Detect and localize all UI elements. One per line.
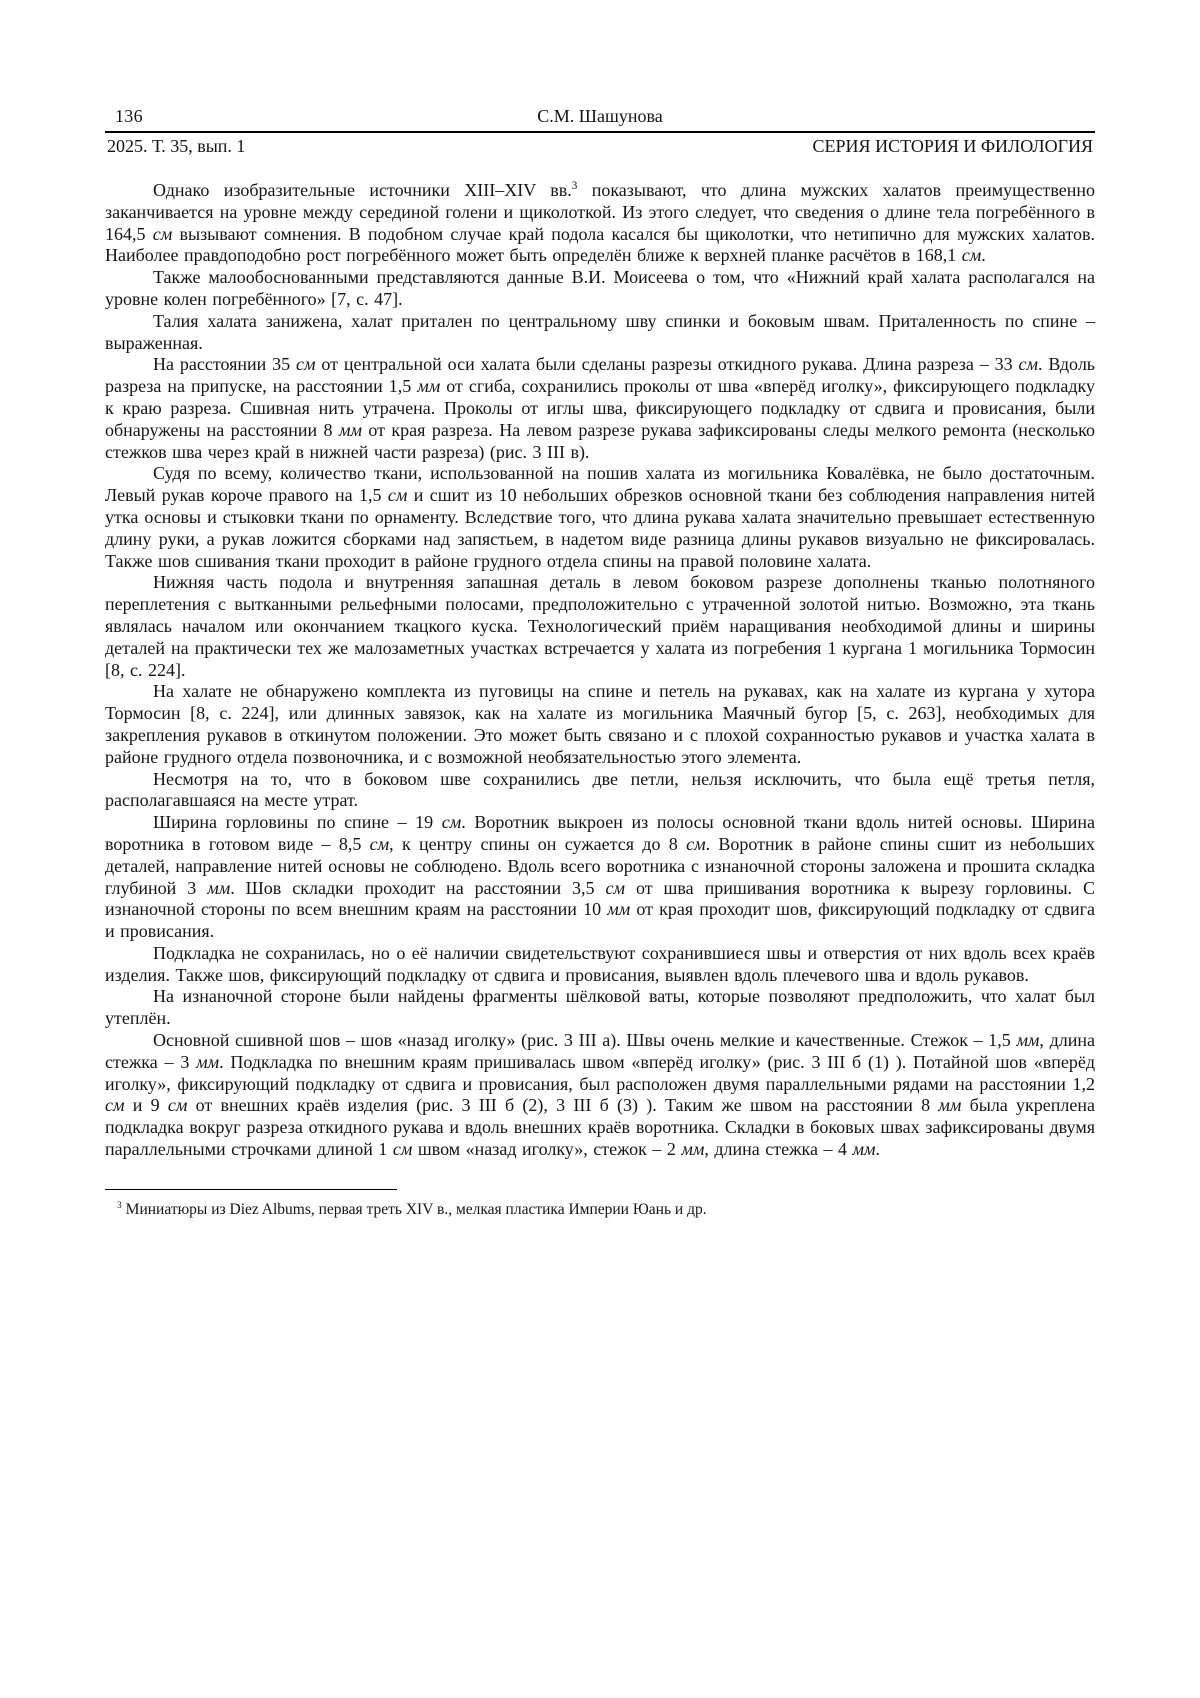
body-paragraph: Нижняя часть подола и внутренняя запашная деталь в левом боковом разрезе дополнены тканью полотняного переплетения с вытканными рельефными полосами, предположительно с утраченной золотой нитью. Возможно, эта ткань являлась началом или окончанием ткацкого куска. Технологический приём наращивания необходимой длины и ширины деталей на практически тех же малозаметных участках встречается у халата из погребения 1 кургана 1 могильника Тормосин [8, с. 224]. <box>105 572 1095 680</box>
issue-info: 2025. Т. 35, вып. 1 <box>107 136 246 156</box>
author-name: С.М. Шашунова <box>537 106 663 126</box>
header-row-author <box>105 106 1095 127</box>
body-paragraph: Ширина горловины по спине – 19 см. Воротник выкроен из полосы основной ткани вдоль нитей основы. Ширина воротника в готовом виде – 8,5 см, к центру спины он сужается до 8 см. Воротник в районе спины сшит из небольших деталей, направление нитей основы не соблюдено. Вдоль всего воротника с изнаночной стороны заложена и прошита складка глубиной 3 мм. Шов складки проходит на расстоянии 3,5 см от шва пришивания воротника к вырезу горловины. С изнаночной стороны по всем внешним краям на расстоянии 10 мм от края проходит шов, фиксирующий подкладку от сдвига и провисания. <box>105 812 1096 942</box>
page-header <box>105 106 1095 157</box>
article-body <box>105 180 1095 1161</box>
body-paragraph: Судя по всему, количество ткани, использованной на пошив халата из могильника Ковалёвка, не было достаточным. Левый рукав короче правого на 1,5 см и сшит из 10 небольших обрезков основной ткани без соблюдения направления нитей утка основы и стыковки ткани по орнаменту. Вследствие того, что длина рукава халата значительно превышает естественную длину руки, а рукав ложится сборками над запястьем, в надетом виде разница длины рукавов визуально не фиксировалась. Также шов сшивания ткани проходит в районе грудного отдела спины на правой половине халата. <box>105 463 1095 571</box>
page-footer <box>105 1189 1095 1219</box>
body-paragraph: Талия халата занижена, халат притален по центральному шву спинки и боковым швам. Приталенность по спине – выраженная. <box>105 310 1095 353</box>
header-row-issue <box>105 136 1095 157</box>
header-rule <box>105 131 1095 133</box>
body-paragraph: На расстоянии 35 см от центральной оси халата были сделаны разрезы откидного рукава. Длина разреза – 33 см. Вдоль разреза на припуске, на расстоянии 1,5 мм от сгиба, сохранились проколы от шва «вперёд иголку», фиксирующего подкладку к краю разреза. Сшивная нить утрачена. Проколы от иглы шва, фиксирующего подкладку от сдвига и провисания, были обнаружены на расстоянии 8 мм от края разреза. На левом разрезе рукава зафиксированы следы мелкого ремонта (несколько стежков шва через край в нижней части разреза) (рис. 3 III в). <box>105 354 1096 462</box>
page-number: 136 <box>115 106 143 126</box>
body-paragraph: Однако изобразительные источники XIII–XIV вв.$^3$ показывают, что длина мужских халатов преимущественно заканчивается на уровне между серединой голени и щиколоткой. Из этого следует, что сведения о длине тела погребённого в 164,5 см вызывают сомнения. В подобном случае край подола касался бы щиколотки, что нетипично для мужских халатов. Наиболее правдоподобно рост погребённого может быть определён ближе к верхней планке расчётов в 168,1 см. <box>105 180 1095 266</box>
footnote-separator <box>105 1189 397 1190</box>
series-title: СЕРИЯ ИСТОРИЯ И ФИЛОЛОГИЯ <box>812 136 1093 156</box>
body-paragraph: На изнаночной стороне были найдены фрагменты шёлковой ваты, которые позволяют предположить, что халат был утеплён. <box>105 986 1095 1029</box>
body-paragraph: Также малообоснованными представляются данные В.И. Моисеева о том, что «Нижний край халата располагался на уровне колен погребённого» [7, с. 47]. <box>105 267 1095 309</box>
body-paragraph: Несмотря на то, что в боковом шве сохранились две петли, нельзя исключить, что была ещё третья петля, располагавшаяся на месте утрат. <box>105 768 1095 811</box>
body-paragraph: Подкладка не сохранилась, но о её наличии свидетельствуют сохранившиеся швы и отверстия от них вдоль всех краёв изделия. Также шов, фиксирующий подкладку от сдвига и провисания, выявлен вдоль плечевого шва и вдоль рукавов. <box>105 942 1095 985</box>
footnote-text: $^3$ Миниатюры из Diez Albums, первая треть XIV в., мелкая пластика Империи Юань и др. <box>117 1199 707 1218</box>
body-paragraph: Основной сшивной шов – шов «назад иголку» (рис. 3 III а). Швы очень мелкие и качественные. Стежок – 1,5 мм, длина стежка – 3 мм. Подкладка по внешним краям пришивалась швом «вперёд иголку» (рис. 3 III б (1) ). Потайной шов «вперёд иголку», фиксирующий подкладку от сдвига и провисания, был расположен двумя параллельными рядами на расстоянии 1,2 см и 9 см от внешних краёв изделия (рис. 3 III б (2), 3 III б (3) ). Таким же швом на расстоянии 8 мм была укреплена подкладка вокруг разреза откидного рукава и вдоль внешних краёв воротника. Складки в боковых швах зафиксированы двумя параллельными строчками длиной 1 см швом «назад иголку», стежок – 2 мм, длина стежка – 4 мм. <box>105 1030 1096 1160</box>
body-paragraph: На халате не обнаружено комплекта из пуговицы на спине и петель на рукавах, как на халате из кургана у хутора Тормосин [8, с. 224], или длинных завязок, как на халате из могильника Маячный бугор [5, с. 263], необходимых для закрепления рукавов в откинутом положении. Это может быть связано и с плохой сохранностью рукавов и участка халата в районе грудного отдела позвоночника, и с возможной необязательностью этого элемента. <box>105 681 1095 767</box>
